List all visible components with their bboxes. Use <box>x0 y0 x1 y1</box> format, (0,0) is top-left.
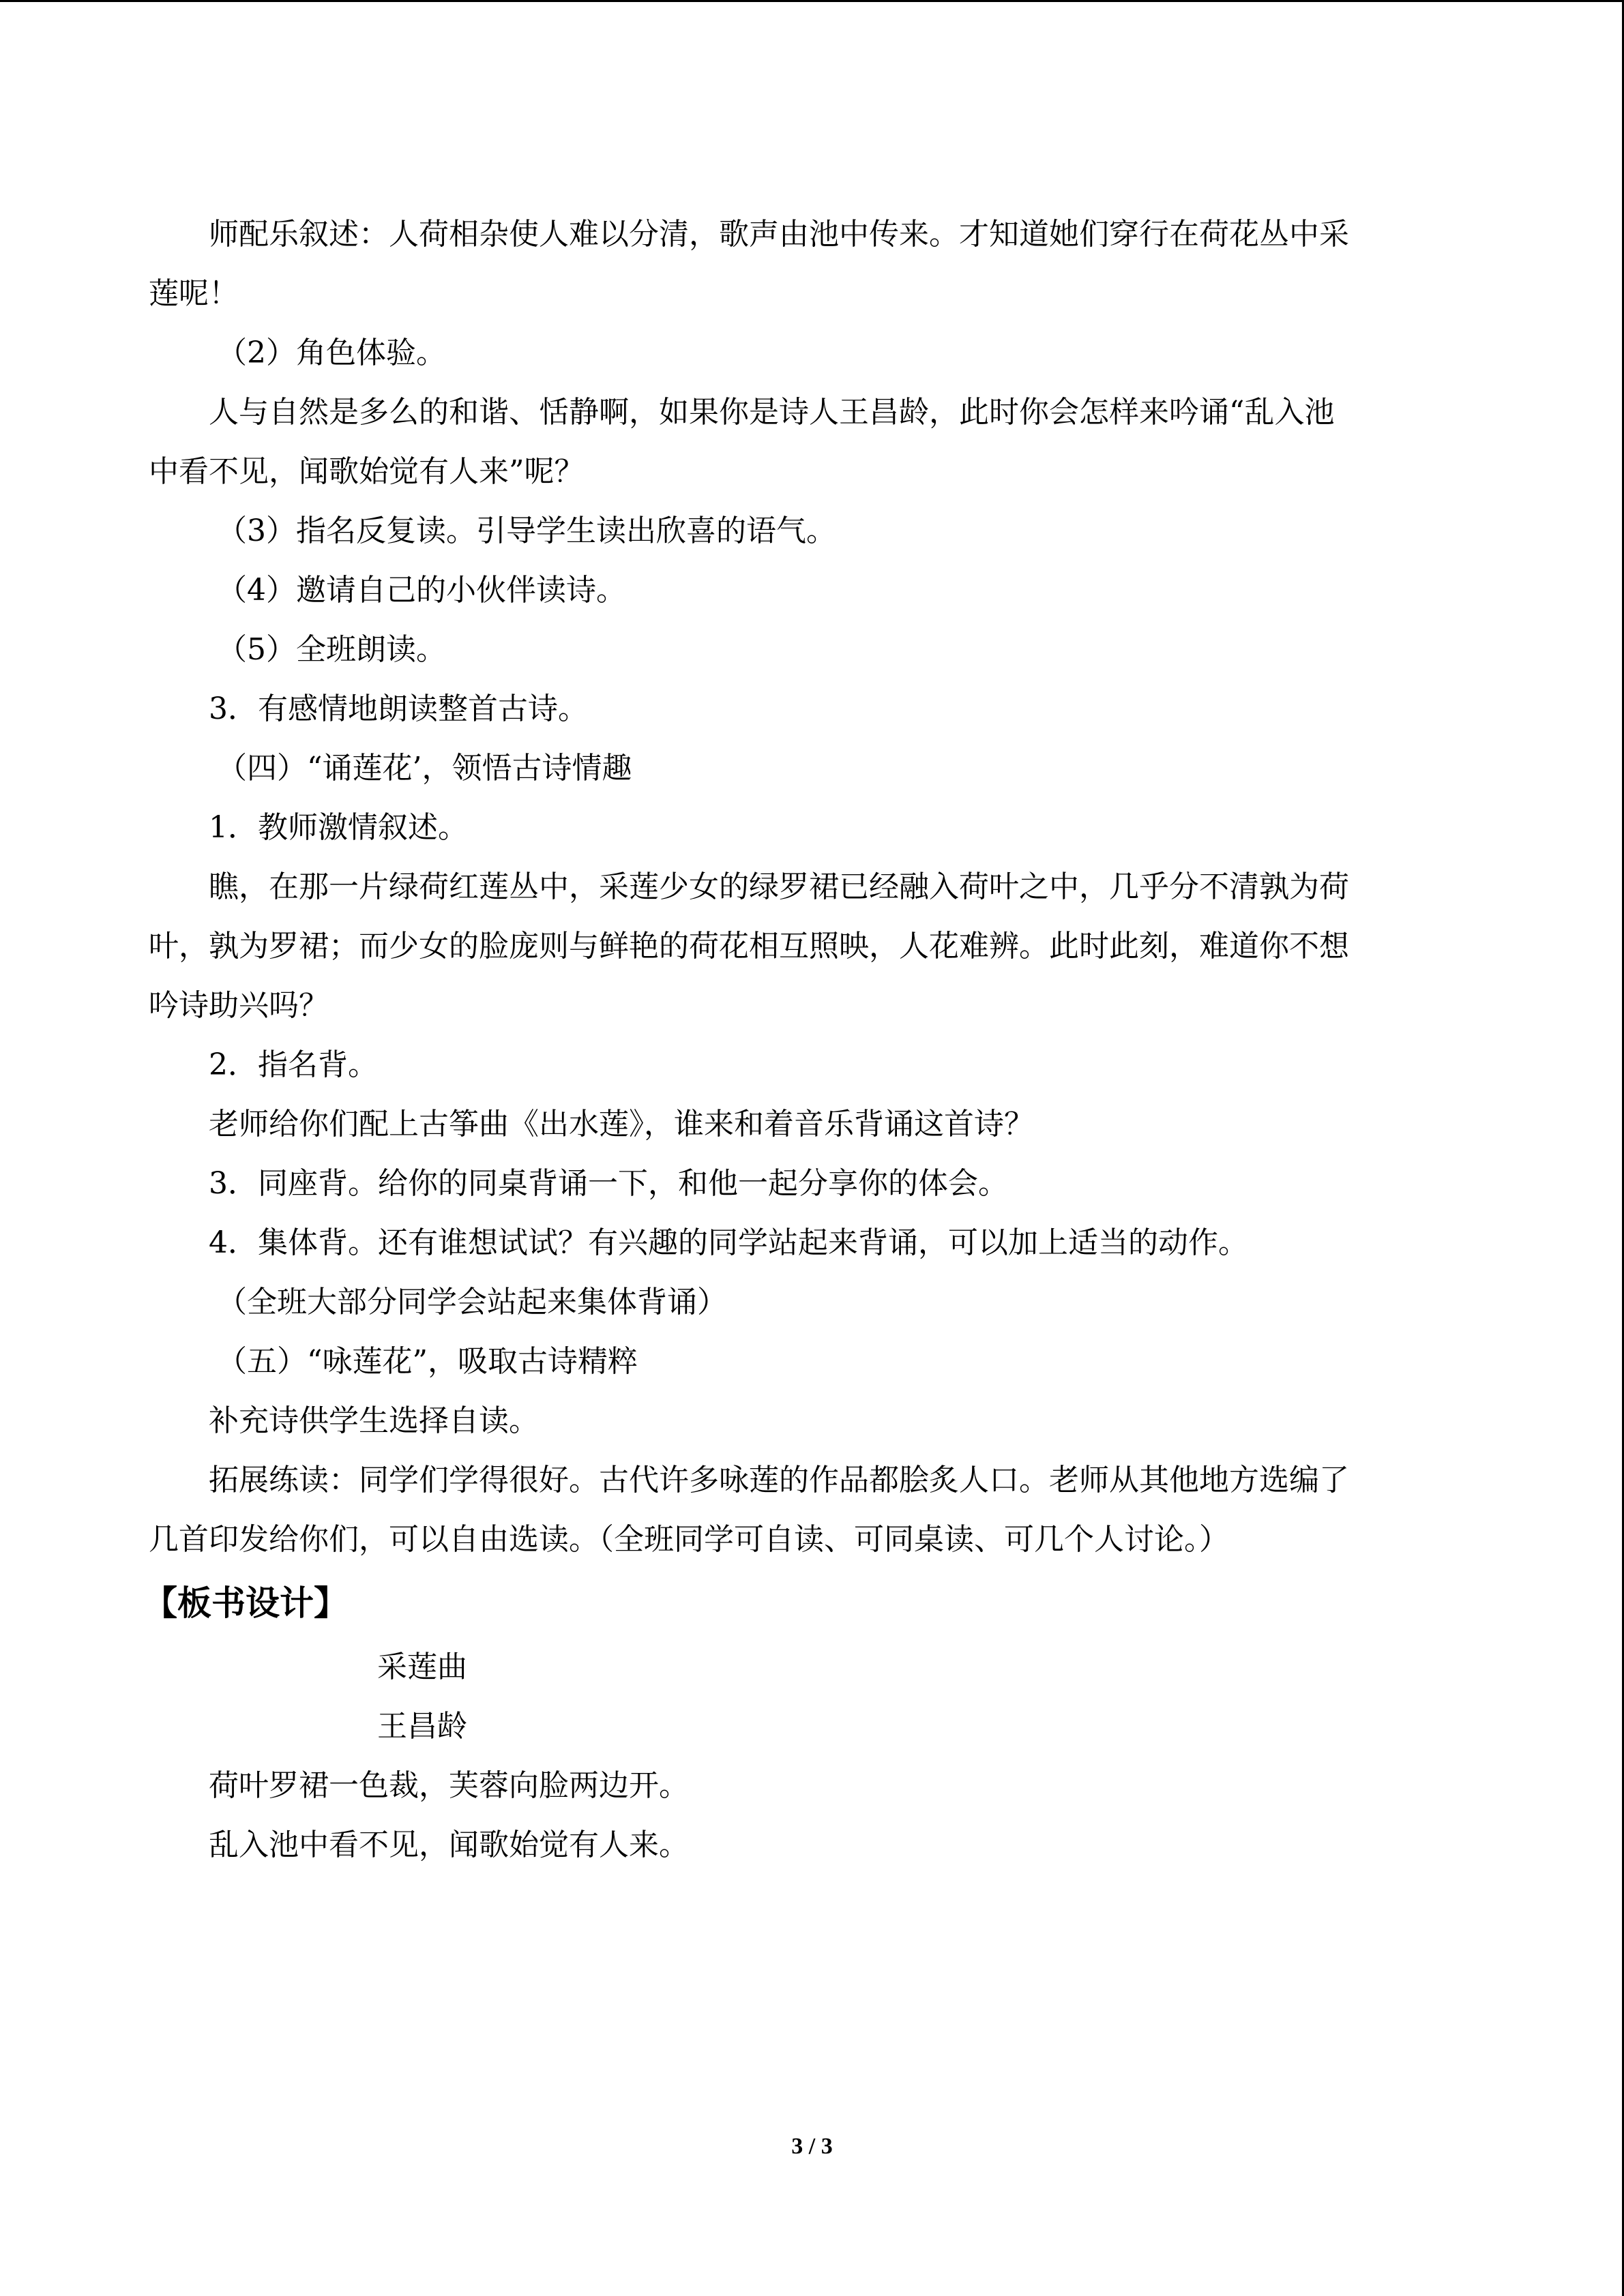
paragraph-line: 人与自然是多么的和谐、恬静啊，如果你是诗人王昌龄，此时你会怎样来吟诵“乱入池 <box>209 395 1335 430</box>
poem-line: 乱入池中看不见，闻歌始觉有人来。 <box>209 1828 689 1862</box>
poem-title: 采莲曲 <box>377 1650 467 1684</box>
paragraph-line: （2）角色体验。 <box>217 336 446 370</box>
paragraph-line: 拓展练读：同学们学得很好。古代许多咏莲的作品都脍炙人口。老师从其他地方选编了 <box>209 1463 1349 1497</box>
document-body <box>143 205 1465 1875</box>
paragraph-line: 中看不见，闻歌始觉有人来”呢？ <box>149 454 585 489</box>
paragraph-line: 补充诗供学生选择自读。 <box>209 1403 539 1438</box>
paragraph-line: （5）全班朗读。 <box>217 632 446 667</box>
paragraph-line: 3．有感情地朗读整首古诗。 <box>209 691 588 726</box>
page-border-top <box>0 0 1624 2</box>
paragraph-line: 莲呢！ <box>149 276 239 311</box>
paragraph-line: 4．集体背。还有谁想试试？有兴趣的同学站起来背诵，可以加上适当的动作。 <box>209 1225 1248 1260</box>
poem-line: 荷叶罗裙一色裁，芙蓉向脸两边开。 <box>209 1768 689 1803</box>
paragraph-line: 吟诗助兴吗？ <box>149 988 329 1023</box>
paragraph-line: 瞧，在那一片绿荷红莲丛中，采莲少女的绿罗裙已经融入荷叶之中，几乎分不清孰为荷 <box>209 869 1349 904</box>
paragraph-line: 老师给你们配上古筝曲《出水莲》，谁来和着音乐背诵这首诗？ <box>209 1107 1034 1142</box>
paragraph-line: （4）邀请自己的小伙伴读诗。 <box>217 573 626 608</box>
paragraph-line: （全班大部分同学会站起来集体背诵） <box>217 1285 727 1320</box>
paragraph-line: 1．教师激情叙述。 <box>209 810 468 845</box>
paragraph-line: 3．同座背。给你的同桌背诵一下，和他一起分享你的体会。 <box>209 1166 1008 1201</box>
paragraph-line: 叶，孰为罗裙；而少女的脸庞则与鲜艳的荷花相互照映，人花难辨。此时此刻，难道你不想 <box>149 929 1349 964</box>
section-heading: （五）“咏莲花”，吸取古诗精粹 <box>217 1344 638 1379</box>
paragraph-line: （3）指名反复读。引导学生读出欣喜的语气。 <box>217 513 836 548</box>
board-design-heading: 【板书设计】 <box>143 1583 348 1623</box>
poem-author: 王昌龄 <box>377 1709 467 1744</box>
paragraph-line: 师配乐叙述：人荷相杂使人难以分清，歌声由池中传来。才知道她们穿行在荷花丛中采 <box>209 217 1349 252</box>
paragraph-line: 几首印发给你们，可以自由选读。（全班同学可自读、可同桌读、可几个人讨论。） <box>149 1522 1229 1557</box>
paragraph-line: 2．指名背。 <box>209 1047 378 1082</box>
section-heading: （四）“诵莲花’，领悟古诗情趣 <box>217 751 632 786</box>
page-number: 3 / 3 <box>791 2134 833 2159</box>
